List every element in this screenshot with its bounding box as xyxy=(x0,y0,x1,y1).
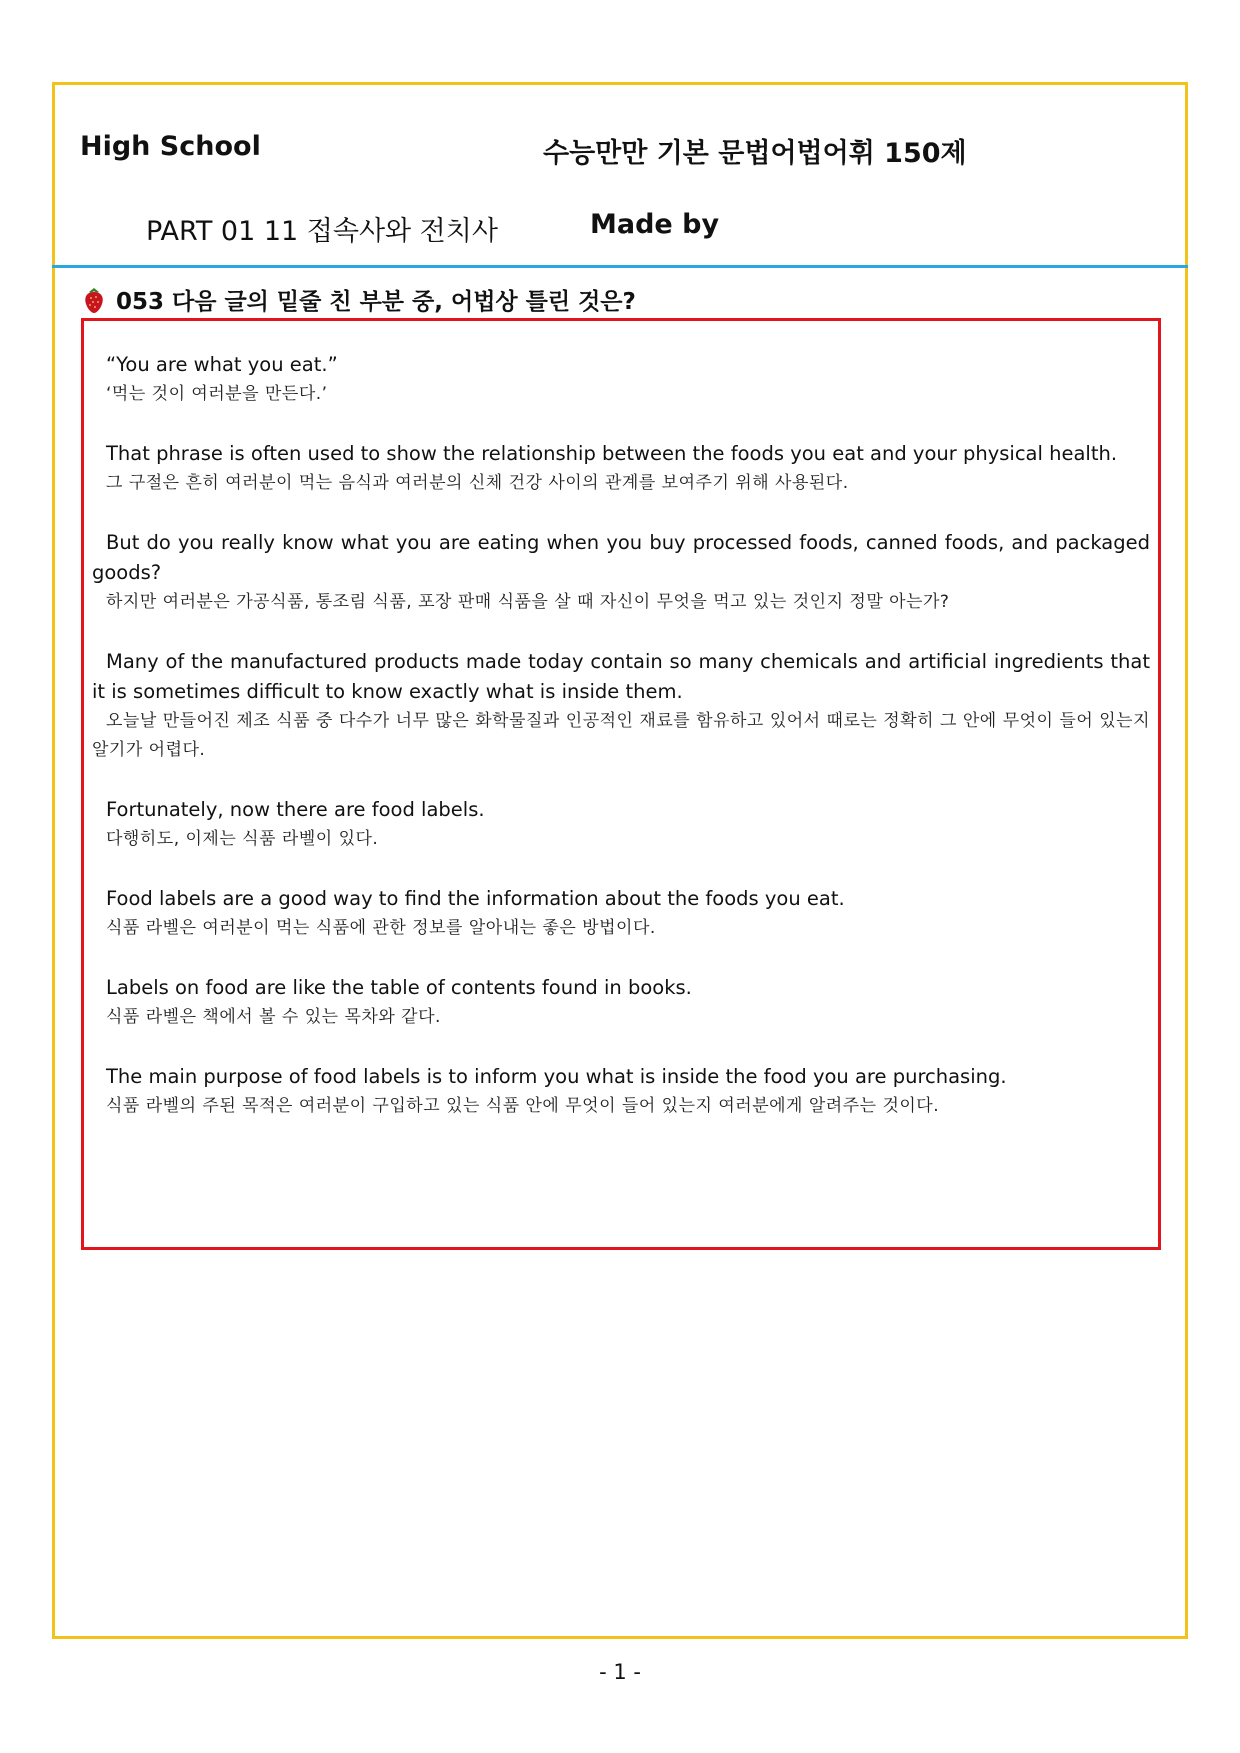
korean-translation: 식품 라벨은 책에서 볼 수 있는 목차와 같다. xyxy=(106,1007,441,1027)
passage-sentence xyxy=(92,528,1150,617)
passage-sentence xyxy=(92,973,1150,1032)
korean-translation: ‘먹는 것이 여러분을 만든다.’ xyxy=(106,384,328,404)
passage-sentence xyxy=(92,439,1150,498)
english-sentence: Many of the manufactured products made today contain so many chemicals and artificial ingredients that it is sometimes difficult to know exactly what is inside them. xyxy=(92,650,1150,703)
english-sentence: “You are what you eat.” xyxy=(106,353,338,376)
korean-translation: 하지만 여러분은 가공식품, 통조림 식품, 포장 판매 식품을 살 때 자신이 무엇을 먹고 있는 것인지 정말 아는가? xyxy=(106,592,950,612)
english-sentence: Labels on food are like the table of contents found in books. xyxy=(106,976,692,999)
passage-sentence xyxy=(92,795,1150,854)
korean-translation: 그 구절은 흔히 여러분이 먹는 음식과 여러분의 신체 건강 사이의 관계를 보여주기 위해 사용된다. xyxy=(106,473,849,493)
book-title: 수능만만 기본 문법어법어휘 150제 xyxy=(543,138,967,169)
passage-sentence xyxy=(92,647,1150,765)
school-level: High School xyxy=(80,131,261,162)
passage-sentence xyxy=(92,350,1150,409)
korean-translation: 오늘날 만들어진 제조 식품 중 다수가 너무 많은 화학물질과 인공적인 재료를 함유하고 있어서 때로는 정확히 그 안에 무엇이 들어 있는지 알기가 어렵다. xyxy=(92,711,1150,760)
question-line xyxy=(82,283,636,316)
english-sentence: But do you really know what you are eating when you buy processed foods, canned foods, and packaged goods? xyxy=(92,531,1150,584)
part-title: PART 01 11 접속사와 전치사 xyxy=(146,216,498,247)
passage xyxy=(92,350,1150,1151)
passage-sentence xyxy=(92,1062,1150,1121)
english-sentence: Fortunately, now there are food labels. xyxy=(106,798,485,821)
strawberry-icon xyxy=(82,286,106,314)
header-divider xyxy=(52,265,1188,268)
korean-translation: 식품 라벨의 주된 목적은 여러분이 구입하고 있는 식품 안에 무엇이 들어 있는지 여러분에게 알려주는 것이다. xyxy=(106,1096,940,1116)
page-number: - 1 - xyxy=(599,1660,641,1684)
passage-sentence xyxy=(92,884,1150,943)
english-sentence: That phrase is often used to show the relationship between the foods you eat and your physical health. xyxy=(106,442,1118,465)
question-text: 053 다음 글의 밑줄 친 부분 중, 어법상 틀린 것은? xyxy=(116,289,636,315)
english-sentence: Food labels are a good way to find the information about the foods you eat. xyxy=(106,887,845,910)
korean-translation: 다행히도, 이제는 식품 라벨이 있다. xyxy=(106,829,379,849)
made-by-label: Made by xyxy=(590,209,720,240)
korean-translation: 식품 라벨은 여러분이 먹는 식품에 관한 정보를 알아내는 좋은 방법이다. xyxy=(106,918,656,938)
english-sentence: The main purpose of food labels is to inform you what is inside the food you are purchasing. xyxy=(106,1065,1007,1088)
